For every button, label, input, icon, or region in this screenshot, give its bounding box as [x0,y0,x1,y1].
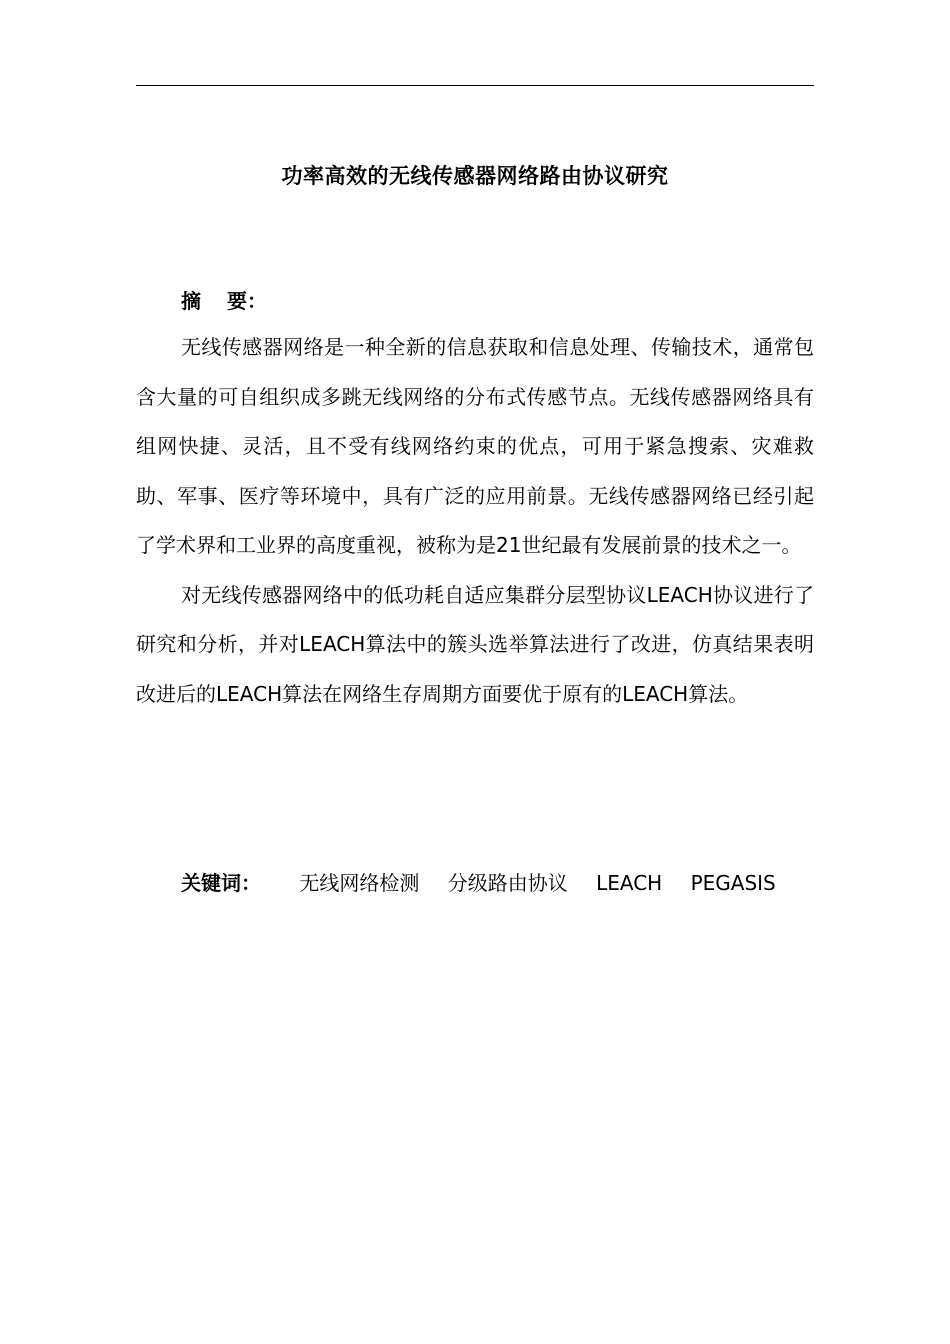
keyword-item: PEGASIS [690,871,776,895]
abstract-paragraph-1: 无线传感器网络是一种全新的信息获取和信息处理、传输技术，通常包含大量的可自组织成多跳无线网络的分布式传感节点。无线传感器网络具有组网快捷、灵活，且不受有线网络约束的优点，可用于紧急搜索、灾难救助、军事、医疗等环境中，具有广泛的应用前景。无线传感器网络已经引起了学术界和工业界的高度重视，被称为是21世纪最有发展前景的技术之一。 [136,335,814,557]
header-rule [136,85,814,86]
abstract-body [136,323,814,719]
keyword-item: LEACH [596,871,663,895]
abstract-label-char-2: 要： [227,289,267,313]
keyword-item: 无线网络检测 [299,871,420,895]
abstract-paragraph-2: 对无线传感器网络中的低功耗自适应集群分层型协议LEACH协议进行了研究和分析，并对LEACH算法中的簇头选举算法进行了改进，仿真结果表明改进后的LEACH算法在网络生存周期方面要优于原有的LEACH算法。 [136,582,814,706]
abstract-label-char-1: 摘 [181,289,201,313]
keyword-item: 分级路由协议 [447,871,568,895]
paper-title: 功率高效的无线传感器网络路由协议研究 [281,164,669,188]
keywords-line [181,867,798,896]
abstract-heading [181,285,267,314]
keywords-label: 关键词： [181,871,261,895]
